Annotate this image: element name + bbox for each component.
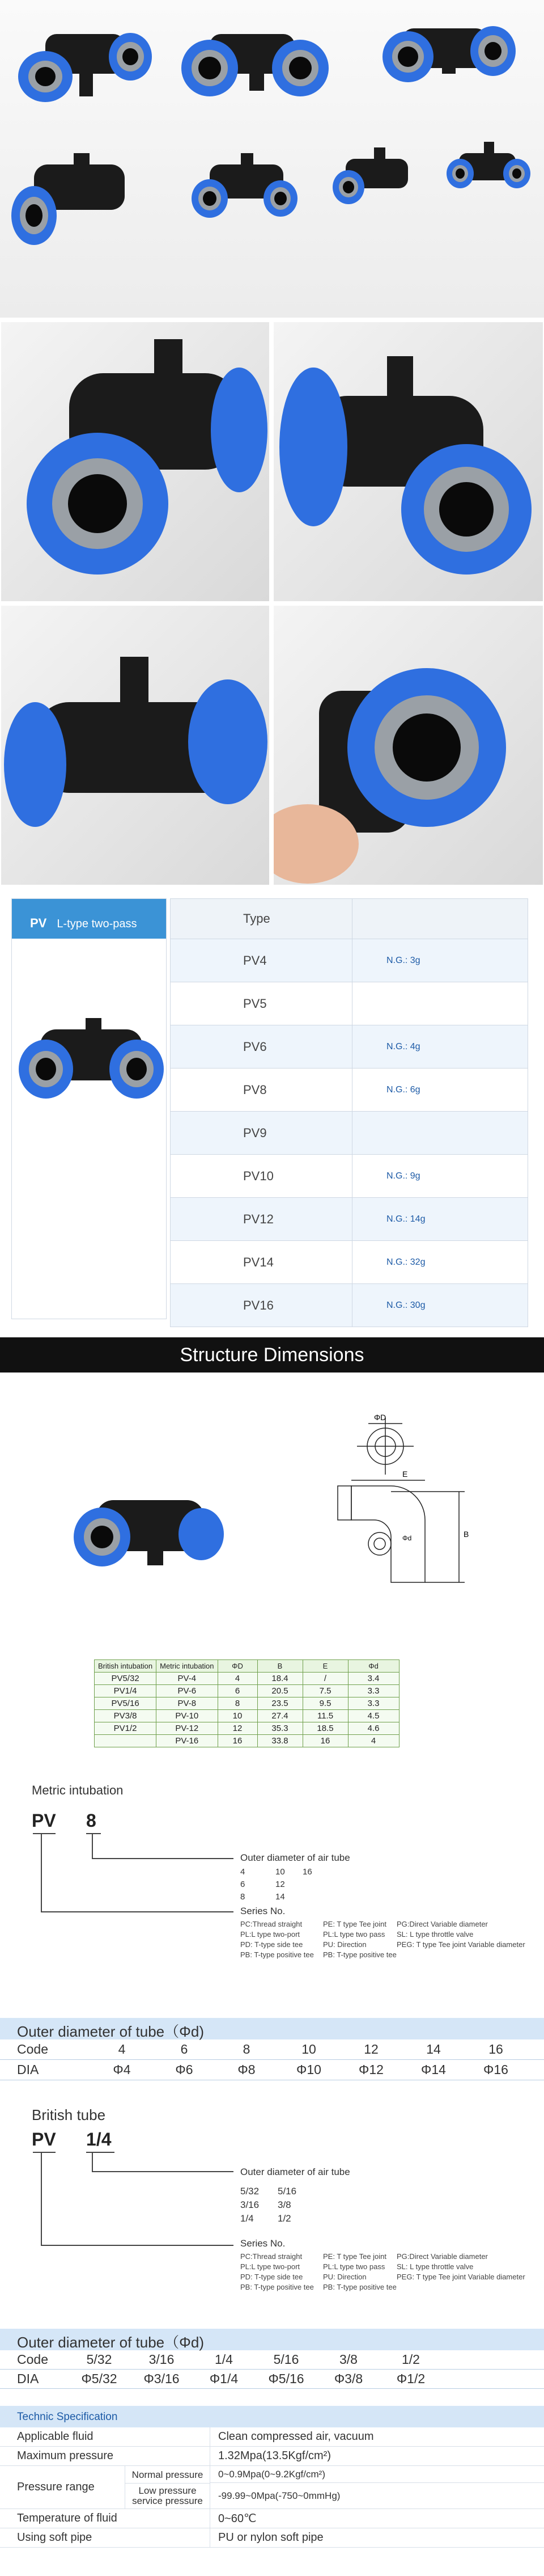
label-e: E — [402, 1469, 408, 1479]
table-row: PV5/16 PV-8 8 23.5 9.5 3.3 — [95, 1697, 400, 1710]
legend-item: SL: L type throttle valve — [397, 2262, 474, 2271]
legend-item: PD: T-type side tee — [240, 2273, 303, 2281]
table-row: PV8 N.G.: 6g — [171, 1068, 528, 1111]
elbow-fitting-image — [12, 939, 167, 1279]
type-table — [170, 898, 528, 1327]
table-row: PV1/4 PV-6 6 20.5 7.5 3.3 — [95, 1685, 400, 1697]
table-row: PV1/2 PV-12 12 35.3 18.5 4.6 — [95, 1722, 400, 1735]
size-value: 5/16 — [278, 2186, 297, 2197]
size-value: 1/2 — [278, 2213, 291, 2224]
legend-item: PL:L type two pass — [323, 1930, 385, 1939]
legend-item: PB: T-type positive tee — [240, 2283, 314, 2291]
divider — [92, 2153, 93, 2172]
table-row: PV10 N.G.: 9g — [171, 1154, 528, 1197]
elbow-fittings-illustration — [0, 0, 544, 318]
divider — [41, 2245, 233, 2246]
legend-item: PL:L type two-port — [240, 2262, 300, 2271]
legend-item: PE: T type Tee joint — [323, 1920, 387, 1928]
series-badge: PV — [30, 916, 47, 930]
spec-table — [0, 2350, 544, 2548]
size-value: 3/16 — [240, 2199, 260, 2210]
legend-item: PC:Thread straight — [240, 2252, 303, 2261]
spec-row: Maximum pressure 1.32Mpa(13.5Kgf/cm²) — [0, 2447, 544, 2466]
size-value: 4 — [240, 1867, 245, 1877]
legend-item: PB: T-type positive tee — [240, 1950, 314, 1959]
legend-item: PEG: T type Tee joint Variable diameter — [397, 1940, 525, 1949]
legend-item: PB: T-type positive tee — [323, 2283, 397, 2291]
outer-british-title: Outer diameter of tube（Φd) — [0, 2329, 544, 2350]
british-code: PV — [32, 2129, 56, 2150]
type-card-header — [12, 899, 166, 939]
outer-metric-title: Outer diameter of tube（Φd) — [0, 2018, 544, 2039]
section-banner: Structure Dimensions — [0, 1337, 544, 1373]
series-label: Series No. — [240, 2238, 286, 2249]
table-header: British intubation Metric intubation ΦD B E Φd — [95, 1660, 400, 1673]
legend-item: PE: T type Tee joint — [323, 2252, 387, 2261]
series-label: Series No. — [240, 1906, 286, 1916]
legend-item: PG:Direct Variable diameter — [397, 1920, 488, 1928]
legend-item: PC:Thread straight — [240, 1920, 303, 1928]
table-row: PV6 N.G.: 4g — [171, 1025, 528, 1068]
code-row: Code 5/32 3/16 1/4 5/16 3/8 1/2 — [0, 2350, 544, 2370]
british-size: 1/4 — [86, 2129, 112, 2150]
type-card — [11, 898, 167, 1319]
size-value: 12 — [275, 1880, 285, 1889]
divider — [86, 1833, 101, 1834]
size-value: 8 — [240, 1892, 245, 1902]
legend-item: PB: T-type positive tee — [323, 1950, 397, 1959]
divider — [41, 1834, 42, 1912]
size-value: 16 — [303, 1867, 312, 1877]
divider — [92, 1834, 93, 1859]
legend-item: PU: Direction — [323, 1940, 367, 1949]
spec-title: Technic Specification — [0, 2406, 544, 2427]
closeup-photo-1 — [1, 322, 269, 601]
type-table-header: Type — [171, 899, 528, 939]
divider — [33, 2152, 56, 2153]
legend-item: PEG: T type Tee joint Variable diameter — [397, 2273, 525, 2281]
label-dd: Φd — [402, 1534, 412, 1542]
table-row: PV5 — [171, 982, 528, 1025]
series-caption: L-type two-pass — [57, 918, 137, 930]
table-row: PV-16 16 33.8 16 4 — [95, 1735, 400, 1747]
product-photo-group — [0, 0, 544, 318]
size-value: 14 — [275, 1892, 285, 1902]
size-value: 3/8 — [278, 2199, 291, 2210]
code-row: Code 4 6 8 10 12 14 16 — [0, 2039, 544, 2060]
fitting-photo — [74, 1486, 227, 1571]
spec-row: Temperature of fluid 0~60℃ — [0, 2509, 544, 2528]
label-b: B — [464, 1530, 469, 1539]
table-row: PV14 N.G.: 32g — [171, 1240, 528, 1283]
legend-item: PL:L type two-port — [240, 1930, 300, 1939]
spec-row: Using soft pipe PU or nylon soft pipe — [0, 2528, 544, 2548]
size-value: 1/4 — [240, 2213, 254, 2224]
spec-row: Applicable fluid Clean compressed air, vacuum — [0, 2427, 544, 2447]
spec-row: Pressure range Normal pressure Low pressure service pressure 0~0.9Mpa(0~9.2Kgf/cm²) -99.99~0Mpa(-750~0mmHg) — [0, 2466, 544, 2509]
legend-item: PU: Direction — [323, 2273, 367, 2281]
outer-label: Outer diameter of air tube — [240, 2167, 350, 2177]
table-row: PV3/8 PV-10 10 27.4 11.5 4.5 — [95, 1710, 400, 1722]
table-row: PV9 — [171, 1111, 528, 1154]
size-value: 6 — [240, 1880, 245, 1889]
divider — [92, 1858, 233, 1859]
legend-item: PL:L type two pass — [323, 2262, 385, 2271]
metric-title: Metric intubation — [32, 1783, 124, 1797]
table-row: PV12 N.G.: 14g — [171, 1197, 528, 1240]
technical-drawing — [317, 1412, 487, 1599]
closeup-photo-3 — [1, 606, 269, 885]
dimension-table — [94, 1659, 400, 1747]
dia-row: DIA Φ5/32 Φ3/16 Φ1/4 Φ5/16 Φ3/8 Φ1/2 — [0, 2370, 544, 2389]
label-d: ΦD — [374, 1413, 386, 1422]
divider — [33, 1833, 56, 1834]
legend-item: PD: T-type side tee — [240, 1940, 303, 1949]
table-row: PV5/32 PV-4 4 18.4 / 3.4 — [95, 1673, 400, 1685]
divider — [92, 2171, 233, 2172]
divider — [41, 2153, 42, 2246]
metric-code: PV — [32, 1810, 56, 1831]
metric-size: 8 — [86, 1810, 96, 1831]
british-title: British tube — [32, 2106, 106, 2123]
closeup-photo-2 — [274, 322, 543, 601]
table-row: PV4 N.G.: 3g — [171, 939, 528, 982]
dia-row: DIA Φ4 Φ6 Φ8 Φ10 Φ12 Φ14 Φ16 — [0, 2060, 544, 2080]
size-value: 10 — [275, 1867, 285, 1877]
size-value: 5/32 — [240, 2186, 260, 2197]
outer-label: Outer diameter of air tube — [240, 1852, 350, 1863]
divider — [86, 2152, 114, 2153]
divider — [41, 1911, 233, 1912]
closeup-photo-4 — [274, 606, 543, 885]
legend-item: SL: L type throttle valve — [397, 1930, 474, 1939]
legend-item: PG:Direct Variable diameter — [397, 2252, 488, 2261]
table-row: PV16 N.G.: 30g — [171, 1283, 528, 1327]
